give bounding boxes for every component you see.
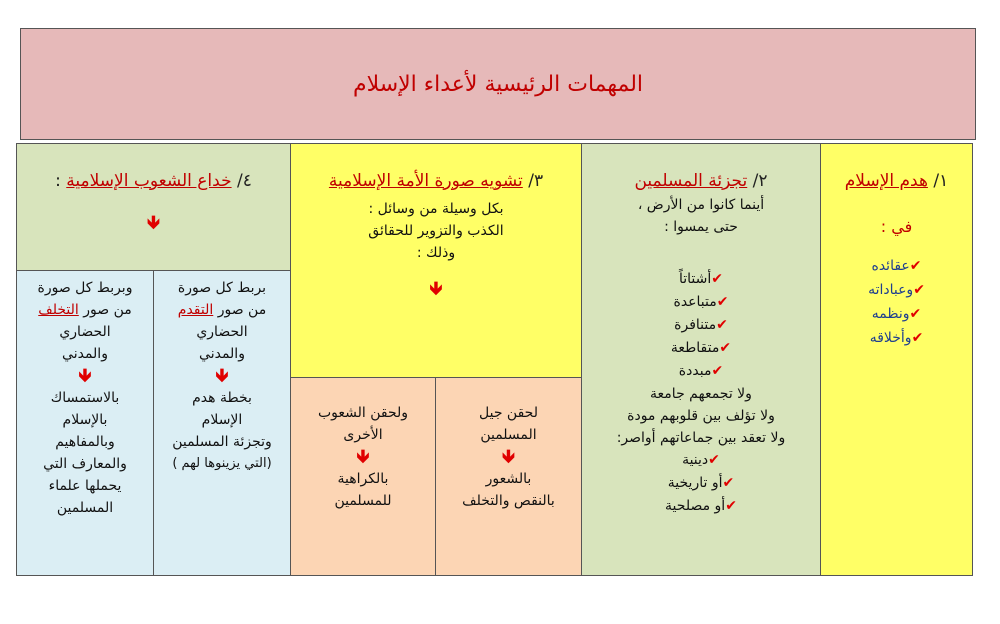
down-arrow-icon: 🡻 (215, 365, 229, 386)
col-destroy-islam (820, 143, 973, 576)
col-distort-image (290, 143, 582, 378)
col1-fi: في : (880, 217, 913, 236)
list-item: ✔أو تاريخية (667, 475, 735, 491)
sub-text: والمدني (199, 346, 245, 362)
list-item: ✔مبددة (678, 363, 724, 379)
sub-text: بربط كل صورة (177, 280, 267, 296)
sub-text: من صور التخلف (38, 302, 132, 318)
sub-text: الإسلام (201, 412, 243, 428)
list-item: ✔دينية (682, 452, 720, 468)
col2-line2: حتى يمسوا : (664, 219, 738, 235)
sub-text: الحضاري (196, 324, 248, 340)
col2-heading: ٢/ تجزئة المسلمين (634, 171, 768, 191)
list-item: ✔متقاطعة (670, 340, 732, 356)
sub-text: المسلمين (56, 500, 114, 516)
down-arrow-icon: 🡻 (356, 446, 370, 467)
sub-text: لحقن جيل (479, 405, 538, 421)
col2-list2 (582, 449, 820, 518)
main-title-box (20, 28, 976, 140)
sub-text: الأخرى (343, 427, 383, 443)
sub-text: وتجزئة المسلمين (172, 434, 272, 450)
sub-text: للمسلمين (334, 493, 392, 509)
list-item: ✔وأخلاقه (869, 330, 924, 346)
sub-text: بالنقص والتخلف (462, 493, 555, 509)
list-item: ✔عقائده (871, 258, 922, 274)
down-arrow-icon: 🡻 (78, 365, 92, 386)
col2-line4: ولا تؤلف بين قلوبهم مودة (627, 408, 775, 424)
sub-text: بخطة هدم (192, 390, 252, 406)
sub-text: والمدني (62, 346, 108, 362)
list-item: ✔متنافرة (674, 317, 728, 333)
sub-text: وبالمفاهيم (55, 434, 115, 450)
sub-text: بالإسلام (62, 412, 108, 428)
sub-text: من صور التقدم (177, 302, 267, 318)
sub-text: بالشعور (485, 471, 532, 487)
col-divide-muslims (581, 143, 821, 576)
main-title: المهمات الرئيسية لأعداء الإسلام (352, 71, 644, 97)
sub-text: ولحقن الشعوب (317, 405, 409, 421)
col2-line3: ولا تجمعهم جامعة (650, 386, 752, 402)
sub-text: بالاستمساك (50, 390, 120, 406)
col4-sub-left (16, 270, 154, 576)
list-item: ✔أو مصلحية (665, 498, 737, 514)
col2-line5: ولا تعقد بين جماعاتهم أواصر: (616, 430, 786, 446)
list-item: ✔وعباداته (868, 282, 925, 298)
col-deceive-peoples (16, 143, 291, 271)
sub-text: بالكراهية (337, 471, 389, 487)
down-arrow-icon: 🡻 (502, 446, 515, 467)
col2-list (582, 268, 820, 383)
col3-line3: وذلك : (416, 245, 456, 261)
col4-heading: ٤/ خداع الشعوب الإسلامية : (55, 171, 252, 191)
col1-list (821, 254, 972, 350)
sub-text: والمعارف التي (43, 456, 127, 472)
col3-sub-left (290, 377, 436, 576)
sub-text: الحضاري (59, 324, 111, 340)
col3-line1: بكل وسيلة من وسائل : (368, 201, 504, 217)
col3-heading: ٣/ تشويه صورة الأمة الإسلامية (328, 171, 544, 191)
col3-line2: الكذب والتزوير للحقائق (368, 223, 504, 239)
col2-line1: أينما كانوا من الأرض ، (637, 197, 765, 213)
down-arrow-icon: 🡻 (147, 212, 160, 233)
sub-text: (التي يزينوها لهم ) (172, 456, 272, 471)
down-arrow-icon: 🡻 (429, 278, 443, 299)
list-item: ✔ونظمه (871, 306, 922, 322)
list-item: ✔متباعدة (673, 294, 729, 310)
col4-sub-right (153, 270, 291, 576)
col3-sub-right (435, 377, 582, 576)
sub-text: المسلمين (480, 427, 537, 443)
sub-text: يحملها علماء (48, 478, 122, 494)
list-item: ✔أشتاتاً (678, 271, 723, 287)
col1-heading: ١/ هدم الإسلام (844, 171, 949, 191)
sub-text: وبربط كل صورة (37, 280, 133, 296)
